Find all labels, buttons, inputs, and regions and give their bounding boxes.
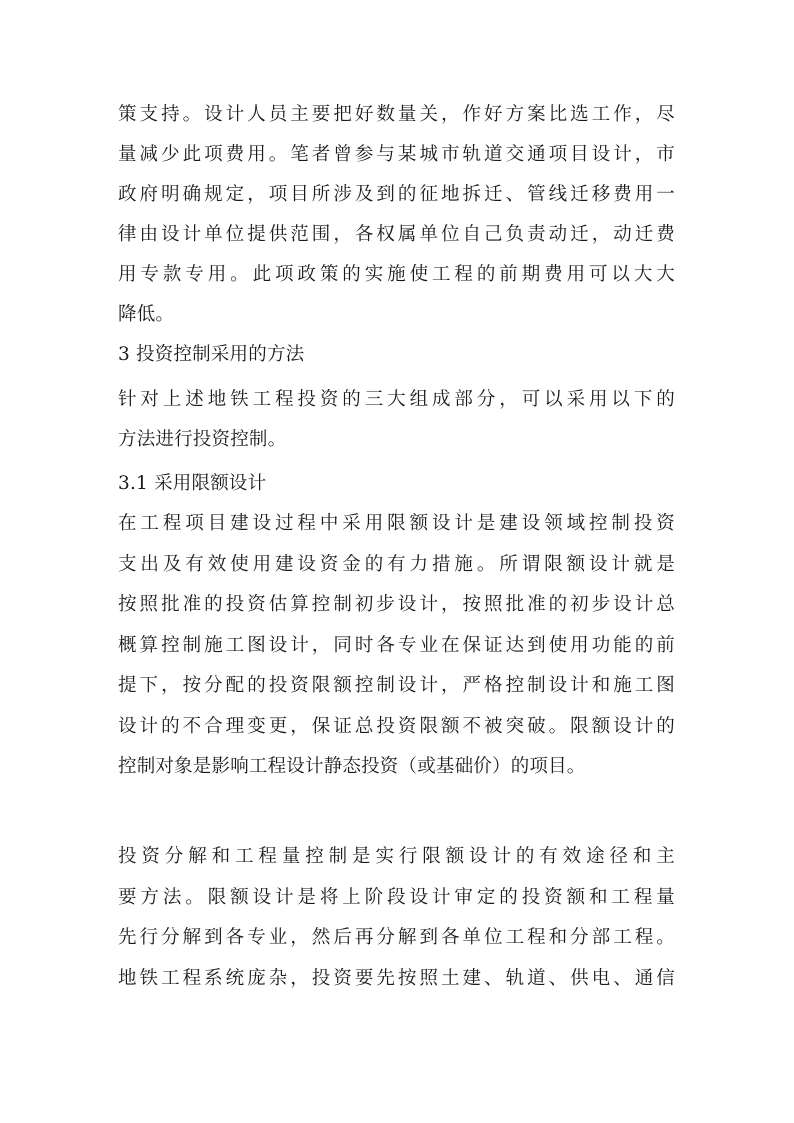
text-line: 概算控制施工图设计，同时各专业在保证达到使用功能的前 bbox=[118, 635, 675, 656]
text-line: 控制对象是影响工程设计静态投资（或基础价）的项目。 bbox=[118, 756, 586, 777]
text-line: 方法进行投资控制。 bbox=[118, 429, 287, 450]
text-line: 地铁工程系统庞杂，投资要先按照土建、轨道、供电、通信 bbox=[118, 968, 675, 989]
text-line: 提下，按分配的投资限额控制设计，严格控制设计和施工图 bbox=[118, 675, 675, 696]
text-line: 律由设计单位提供范围，各权属单位自己负责动迁，动迁费 bbox=[118, 224, 675, 245]
section-heading: 3 投资控制采用的方法 bbox=[118, 344, 305, 365]
text-line: 政府明确规定，项目所涉及到的征地拆迁、管线迁移费用一 bbox=[118, 184, 675, 205]
subsection-heading: 3.1 采用限额设计 bbox=[118, 473, 267, 494]
text-line: 量减少此项费用。笔者曾参与某城市轨道交通项目设计，市 bbox=[118, 144, 675, 165]
text-line: 降低。 bbox=[118, 304, 175, 325]
text-line: 策支持。设计人员主要把好数量关，作好方案比选工作，尽 bbox=[118, 104, 675, 125]
text-line: 要方法。限额设计是将上阶段设计审定的投资额和工程量 bbox=[118, 887, 675, 908]
text-line: 先行分解到各专业，然后再分解到各单位工程和分部工程。 bbox=[118, 927, 675, 948]
text-line: 设计的不合理变更，保证总投资限额不被突破。限额设计的 bbox=[118, 716, 675, 737]
text-line: 用专款专用。此项政策的实施使工程的前期费用可以大大 bbox=[118, 264, 675, 285]
text-line: 支出及有效使用建设资金的有力措施。所谓限额设计就是 bbox=[118, 554, 675, 575]
text-line: 按照批准的投资估算控制初步设计，按照批准的初步设计总 bbox=[118, 594, 675, 615]
text-line: 投资分解和工程量控制是实行限额设计的有效途径和主 bbox=[118, 846, 675, 867]
text-line: 在工程项目建设过程中采用限额设计是建设领域控制投资 bbox=[118, 513, 675, 534]
text-line: 针对上述地铁工程投资的三大组成部分，可以采用以下的 bbox=[118, 389, 675, 410]
